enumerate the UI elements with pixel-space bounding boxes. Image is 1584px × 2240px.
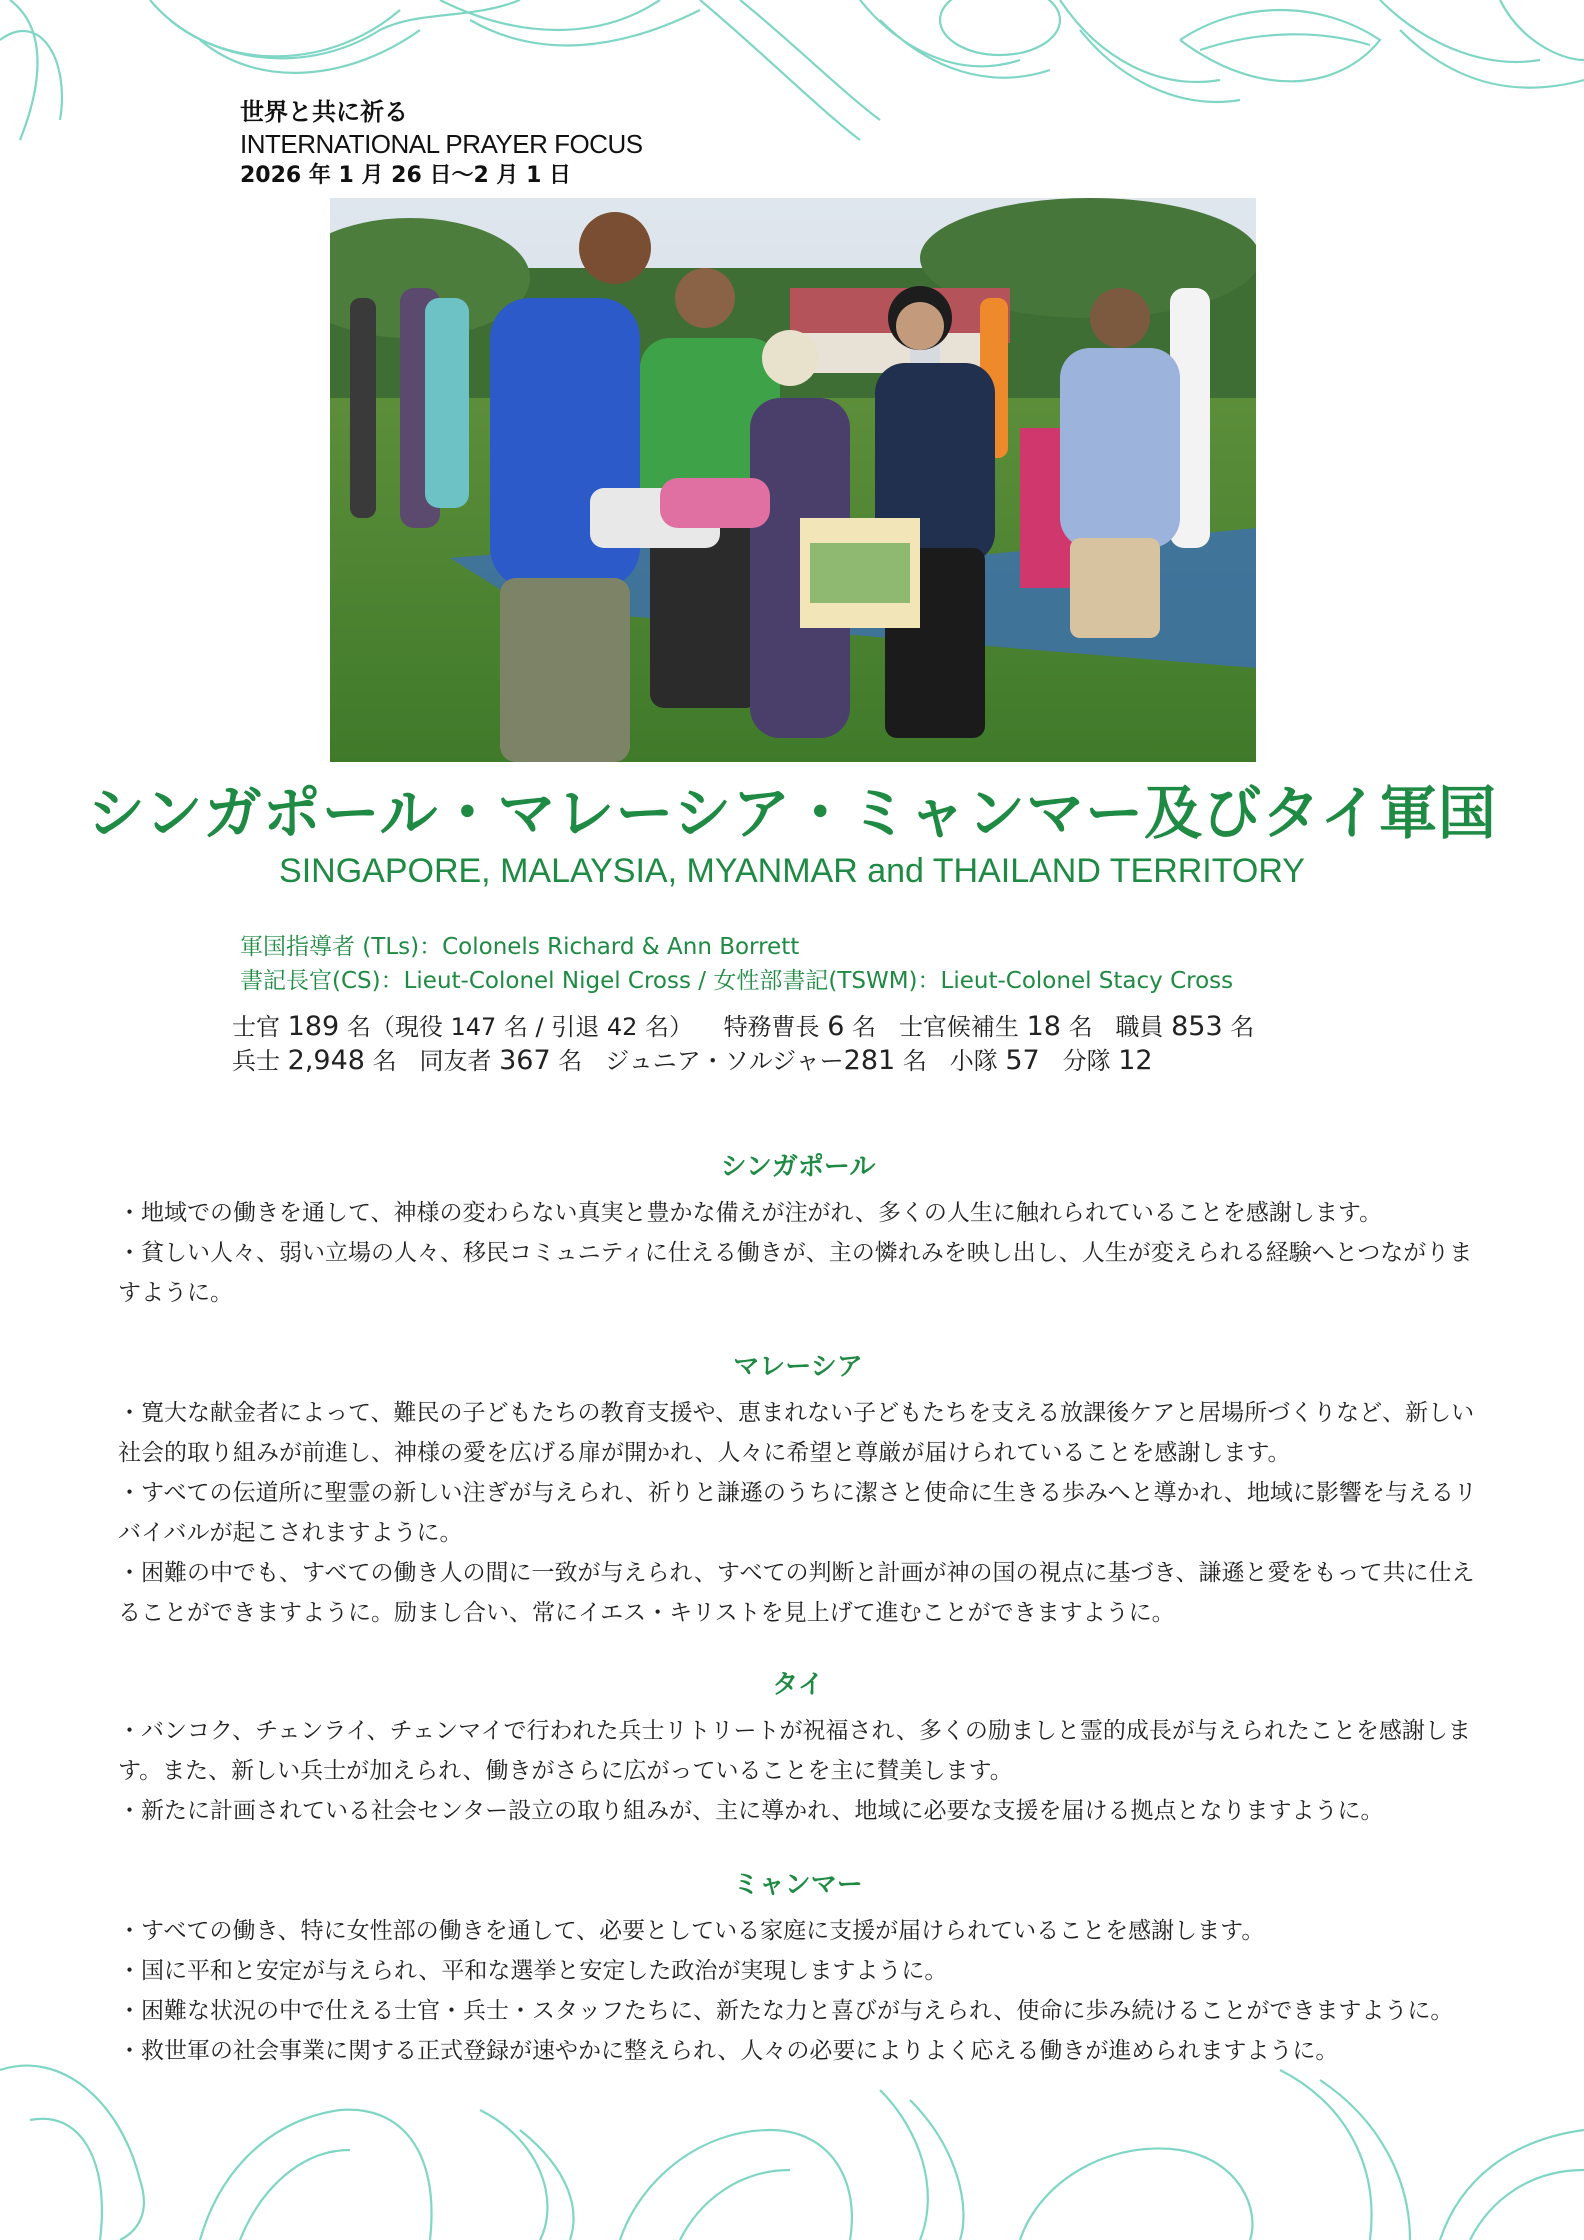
junior-soldiers-label: ジュニア・ソルジャー [605,1047,844,1075]
employees-count: 853 [1171,1011,1223,1042]
section-myanmar [118,1864,1478,2071]
unit-label: 名 [852,1013,877,1041]
prayer-item: ・バンコク、チェンライ、チェンマイで行われた兵士リトリートが祝福され、多くの励ましと霊的成長が与えられたことを感謝します。また、新しい兵士が加えられ、働きがさらに広がっていることを主に賛美します。 [118,1718,1471,1784]
prayer-item: ・すべての伝道所に聖霊の新しい注ぎが与えられ、祈りと謙遜のうちに潔さと使命に生きる歩みへと導かれ、地域に影響を与えるリバイバルが起こされますように。 [118,1480,1477,1546]
outposts-label: 分隊 [1062,1047,1111,1075]
employees-label: 職員 [1115,1013,1164,1041]
section-malaysia [118,1346,1478,1633]
territorial-leaders: 軍国指導者 (TLs)：Colonels Richard & Ann Borrett [240,934,800,960]
territory-photo [330,198,1256,762]
prayer-item: ・救世軍の社会事業に関する正式登録が速やかに整えられ、人々の必要によりよく応える働きが進められますように。 [118,2038,1339,2064]
unit-label: 名 [372,1047,397,1075]
corps-count: 57 [1005,1045,1040,1076]
soldiers-label: 兵士 [232,1047,280,1075]
header-date-range: 2026 年 1 月 26 日～2 月 1 日 [240,163,572,188]
unit-label: 名 [558,1047,583,1075]
section-singapore [118,1146,1478,1313]
prayer-item: ・寛大な献金者によって、難民の子どもたちの教育支援や、恵まれない子どもたちを支える放課後ケアと居場所づくりなど、新しい社会的取り組みが前進し、神様の愛を広げる扉が開かれ、人々に希望と尊厳が届けられていることを感謝します。 [118,1400,1475,1466]
section-heading: シンガポール [720,1152,876,1182]
unit-label: 名 [1230,1013,1255,1041]
territory-title-en: SINGAPORE, MALAYSIA, MYANMAR and THAILAND TERRITORY [279,852,1305,890]
section-heading: マレーシア [733,1352,863,1382]
header-title-en: INTERNATIONAL PRAYER FOCUS [240,129,643,159]
prayer-item: ・困難の中でも、すべての働き人の間に一致が与えられ、すべての判断と計画が神の国の視点に基づき、謙遜と愛をもって共に仕えることができますように。励まし合い、常にイエス・キリストを見上げて進むことができますように。 [118,1560,1475,1626]
floral-border-top [0,0,1584,150]
prayer-item: ・困難な状況の中で仕える士官・兵士・スタッフたちに、新たな力と喜びが与えられ、使命に歩み続けることができますように。 [118,1998,1454,2024]
envoys-count: 6 [827,1011,845,1042]
section-heading: タイ [772,1670,824,1700]
adherents-label: 同友者 [419,1047,492,1075]
junior-soldiers-count: 281 [843,1045,896,1076]
officers-detail: 名（現役 147 名 / 引退 42 名） [346,1013,694,1041]
territory-title-jp: シンガポール・マレーシア・ミャンマー及びタイ軍国 [87,779,1497,847]
cadets-label: 士官候補生 [898,1013,1019,1041]
unit-label: 名 [1068,1013,1093,1041]
unit-label: 名 [902,1047,927,1075]
territory-statistics [232,1010,1254,1078]
adherents-count: 367 [499,1045,551,1076]
outposts-count: 12 [1118,1045,1153,1076]
cadets-count: 18 [1026,1011,1061,1042]
officers-count: 189 [287,1011,340,1042]
soldiers-count: 2,948 [287,1045,365,1076]
prayer-item: ・地域での働きを通して、神様の変わらない真実と豊かな備えが注がれ、多くの人生に触れられていることを感謝します。 [118,1200,1383,1226]
section-thailand [118,1664,1478,1831]
header-title-jp: 世界と共に祈る [240,98,408,126]
envoys-label: 特務曹長 [723,1013,820,1041]
corps-label: 小隊 [949,1047,998,1075]
prayer-item: ・貧しい人々、弱い立場の人々、移民コミュニティに仕える働きが、主の憐れみを映し出し、人生が変えられる経験へとつながりますように。 [118,1240,1473,1306]
prayer-item: ・新たに計画されている社会センター設立の取り組みが、主に導かれ、地域に必要な支援を届ける拠点となりますように。 [118,1798,1384,1824]
section-heading: ミャンマー [733,1870,863,1900]
leadership-info [240,930,1233,998]
officers-label: 士官 [232,1013,280,1041]
prayer-item: ・すべての働き、特に女性部の働きを通して、必要としている家庭に支援が届けられていることを感謝します。 [118,1918,1265,1944]
stats-row-2 [232,1044,1254,1078]
publication-header [240,96,643,192]
stats-row-1 [232,1010,1254,1044]
chief-secretary-line: 書記長官(CS)：Lieut-Colonel Nigel Cross / 女性部書記(TSWM)：Lieut-Colonel Stacy Cross [240,968,1234,994]
prayer-item: ・国に平和と安定が与えられ、平和な選挙と安定した政治が実現しますように。 [118,1958,948,1984]
